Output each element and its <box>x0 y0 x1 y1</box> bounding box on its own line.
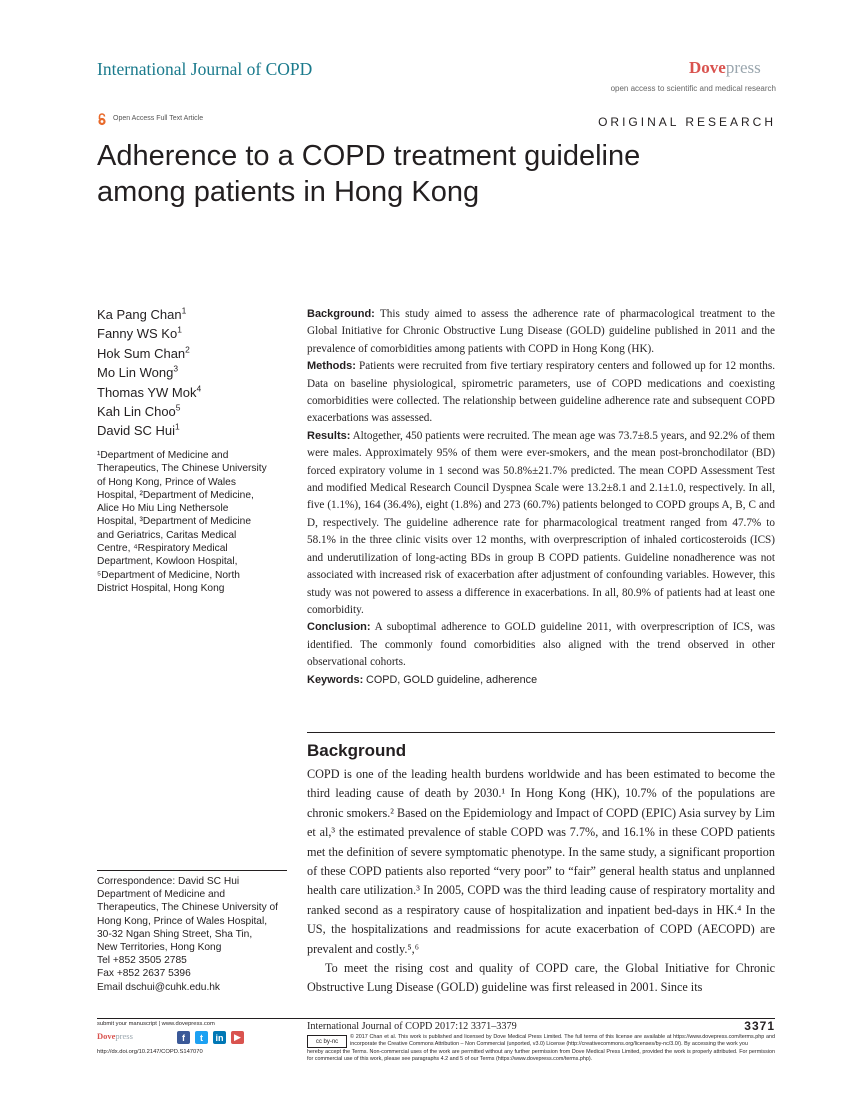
email-link[interactable]: Email dschui@cuhk.edu.hk <box>97 981 221 993</box>
affiliation-line: Therapeutics, The Chinese University <box>97 463 267 475</box>
footer-logo[interactable]: Dovepress <box>97 1031 133 1041</box>
article-title <box>97 138 717 210</box>
author: Fanny WS Ko$^1$ <box>97 325 182 342</box>
logo-press: press <box>725 58 761 77</box>
correspondence-line: Hong Kong, Prince of Wales Hospital, <box>97 915 268 927</box>
correspondence-line: Department of Medicine and <box>97 889 225 901</box>
correspondence-line: Fax +852 2637 5396 <box>97 968 191 980</box>
divider <box>307 732 775 733</box>
facebook-icon[interactable]: f <box>177 1031 190 1044</box>
youtube-icon[interactable]: ▶ <box>231 1031 244 1044</box>
license-text: hereby accept the Terms. Non-commercial uses of the work are permitted without any further permission from Dove Medical Press Limited, provided the work is properly attributed. For permission for commercial use of this work, please see paragraphs 4.2 and 5 of our Terms (https://www.dovepress.com/terms.php). <box>307 1049 775 1063</box>
journal-title: International Journal of COPD <box>97 59 313 79</box>
section-heading: Background <box>307 741 407 760</box>
correspondence-line: New Territories, Hong Kong <box>97 942 222 954</box>
divider <box>97 870 287 871</box>
publisher-logo[interactable] <box>689 58 761 78</box>
author: David SC Hui$^1$ <box>97 422 180 439</box>
citation: International Journal of COPD 2017:12 3371–3379 <box>307 1021 517 1032</box>
author: Ka Pang Chan$^1$ <box>97 305 187 322</box>
abstract-methods: Methods: Patients were recruited from five tertiary respiratory centers and followed up for 12 months. Data on baseline physiological, spirometric parameters, use of COPD medications and coexisting comorbidities were collected. The relationship between guideline adherence rate and subsequent COPD exacerbations was assessed. <box>307 360 775 425</box>
submit-manuscript-link[interactable]: submit your manuscript | www.dovepress.com <box>97 1021 215 1027</box>
author: Hok Sum Chan$^2$ <box>97 344 190 361</box>
affiliation-line: of Hong Kong, Prince of Wales <box>97 476 236 488</box>
author: Thomas YW Mok$^4$ <box>97 383 202 400</box>
open-access-label: Open Access Full Text Article <box>113 115 204 122</box>
correspondence-line: Therapeutics, The Chinese University of <box>97 902 279 914</box>
title-line: among patients in Hong Kong <box>97 176 480 208</box>
author: Kah Lin Choo$^5$ <box>97 402 181 420</box>
abstract-results: Results: Altogether, 450 patients were recruited. The mean age was 73.7±8.5 years, and 92.2% of them were males. Approximately 95% of them were ever-smokers, and the mean post-bronchodilator (BD) forced expiratory volume in 1 second was 50.8%±21.7% predicted. The mean COPD Assessment Test and modified Medical Research Council Dyspnea Scale were 13.2±8.1 and 2.1±1.0, respectively. In all, five (1.1%), 164 (36.4%), eight (1.8%) and 273 (60.7%) patients belonged to COPD groups A, B, C and D, respectively. The guideline adherence rate for pharmacological treatment ranged from 47.7% to 58.1% in the three clinic visits over 12 months, with overprescription of inhaled corticosteroids (ICS) and underutilization of long-acting BDs in group B COPD patients. Guideline nonadherence was not associated with increased risk of exacerbation after adjustment of confounding variables. However, this study was not powered to assess a difference in exacerbations. In all, 80.9% of patients had at least one comorbidity. <box>307 429 775 616</box>
correspondence-line: 30-32 Ngan Shing Street, Sha Tin, <box>97 928 253 940</box>
footer-divider <box>97 1018 775 1019</box>
publisher-tagline: open access to scientific and medical research <box>610 84 776 93</box>
cc-license-badge[interactable]: cc by-nc <box>307 1035 347 1048</box>
page-number: 3371 <box>744 1019 775 1033</box>
abstract <box>307 306 775 689</box>
social-links <box>177 1031 244 1044</box>
correspondence-line: Correspondence: David SC Hui <box>97 876 240 887</box>
author: Mo Lin Wong$^3$ <box>97 363 179 381</box>
correspondence-line: Tel +852 3505 2785 <box>97 955 187 967</box>
twitter-icon[interactable]: t <box>195 1031 208 1044</box>
paragraph: To meet the rising cost and quality of COPD care, the Global Initiative for Chronic Obstructive Lung Disease (GOLD) guideline was first released in 2001. Since its <box>307 961 775 995</box>
doi-link[interactable]: http://dx.doi.org/10.2147/COPD.S147070 <box>97 1049 203 1055</box>
affiliation-line: Alice Ho Miu Ling Nethersole <box>97 503 229 515</box>
article-type: ORIGINAL RESEARCH <box>598 115 776 129</box>
abstract-conclusion: Conclusion: A suboptimal adherence to GOLD guideline 2011, with overprescription of ICS, was identified. The commonly found comorbidities also aligned with the trend observed in other observational cohorts. <box>307 621 775 669</box>
license-text: © 2017 Chan et al. This work is published and licensed by Dove Medical Press Limited. The full terms of this license are available at https://www.dovepress.com/terms.php and incorporate the Creative Commons Attribution – Non Commercial (unported, v3.0) License (http://creativecommons.org/licenses/by-nc/3.0/). By accessing the work you <box>350 1034 775 1048</box>
affiliations <box>97 449 287 595</box>
linkedin-icon[interactable]: in <box>213 1031 226 1044</box>
title-line: Adherence to a COPD treatment guideline <box>97 140 641 172</box>
correspondence <box>97 875 292 994</box>
open-access-icon <box>97 113 107 126</box>
affiliation-line: Hospital, ³Department of Medicine <box>97 516 252 528</box>
affiliation-line: District Hospital, Hong Kong <box>97 582 225 594</box>
affiliation-line: and Geriatrics, Caritas Medical <box>97 529 237 541</box>
affiliation-line: Department, Kowloon Hospital, <box>97 556 238 568</box>
abstract-background: Background: This study aimed to assess the adherence rate of pharmacological treatment to the Global Initiative for Chronic Obstructive Lung Disease (GOLD) guideline published in 2011 and the prevalence of comorbidities among patients with COPD in Hong Kong (HK). <box>307 308 775 355</box>
affiliation-line: Hospital, ²Department of Medicine, <box>97 489 254 501</box>
abstract-keywords: Keywords: COPD, GOLD guideline, adherence <box>307 673 538 686</box>
author-list <box>97 305 201 441</box>
affiliation-line: ⁵Department of Medicine, North <box>97 569 240 581</box>
affiliation-line: ¹Department of Medicine and <box>97 450 229 461</box>
affiliation-line: Centre, ⁴Respiratory Medical <box>97 543 228 555</box>
logo-dove: Dove <box>689 58 726 77</box>
paragraph: COPD is one of the leading health burdens worldwide and has been estimated to become the third leading cause of death by 2030.¹ In Hong Kong (HK), 10.7% of the populations are chronic smokers.² Based on the Epidemiology and Impact of COPD (EPIC) Asia survey by Lim et al,³ the estimated prevalence of stable COPD was 7.7%, and 16.1% in these COPD patients met the definition of severe symptomatic phenotype. In the same study, a significant proportion of these COPD patients also reported “very poor” to “fair” general health status and unplanned health care utilization.³ In 2005, COPD was the third leading cause of respiratory mortality and ranked second as a respiratory cause of hospitalization and inpatient bed-days in HK.⁴ In the US, the hospitalizations and readmissions for acute exacerbation of COPD (AECOPD) are prevalent and costly.⁵,⁶ <box>307 767 775 956</box>
body-text <box>307 765 775 998</box>
